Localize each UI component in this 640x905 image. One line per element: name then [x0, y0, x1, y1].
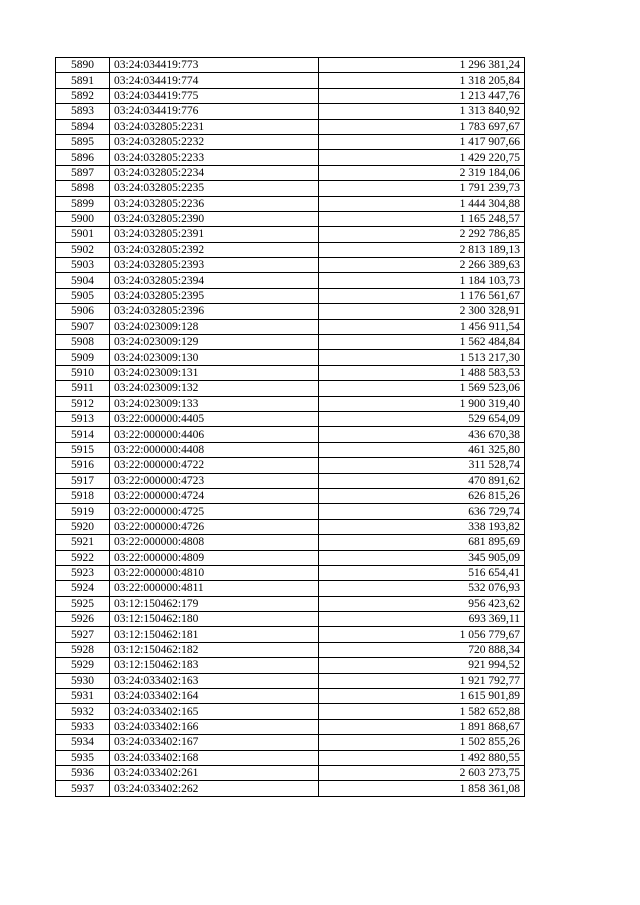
cadastral-number-cell: 03:24:032805:2395 — [110, 288, 319, 303]
row-number-cell: 5896 — [56, 150, 110, 165]
row-number-cell: 5911 — [56, 381, 110, 396]
cadastral-number-cell: 03:22:000000:4406 — [110, 427, 319, 442]
table-row — [56, 273, 525, 288]
table-row — [56, 504, 525, 519]
cadastral-number-cell: 03:22:000000:4808 — [110, 535, 319, 550]
row-number-cell: 5919 — [56, 504, 110, 519]
table-row — [56, 427, 525, 442]
table-row — [56, 304, 525, 319]
cadastral-value-cell: 1 569 523,06 — [319, 381, 525, 396]
cadastral-number-cell: 03:12:150462:182 — [110, 642, 319, 657]
cadastral-value-cell: 1 891 868,67 — [319, 719, 525, 734]
cadastral-number-cell: 03:24:033402:168 — [110, 750, 319, 765]
row-number-cell: 5908 — [56, 335, 110, 350]
table-row — [56, 488, 525, 503]
cadastral-number-cell: 03:22:000000:4811 — [110, 581, 319, 596]
table-row — [56, 658, 525, 673]
table-row — [56, 73, 525, 88]
table-row — [56, 735, 525, 750]
cadastral-value-cell: 1 456 911,54 — [319, 319, 525, 334]
cadastral-number-cell: 03:12:150462:183 — [110, 658, 319, 673]
cadastral-number-cell: 03:24:032805:2232 — [110, 134, 319, 149]
cadastral-number-cell: 03:24:032805:2236 — [110, 196, 319, 211]
table-row — [56, 396, 525, 411]
cadastral-number-cell: 03:22:000000:4725 — [110, 504, 319, 519]
table-row — [56, 227, 525, 242]
cadastral-value-cell: 1 783 697,67 — [319, 119, 525, 134]
row-number-cell: 5892 — [56, 88, 110, 103]
row-number-cell: 5914 — [56, 427, 110, 442]
row-number-cell: 5916 — [56, 458, 110, 473]
cadastral-value-cell: 1 176 561,67 — [319, 288, 525, 303]
cadastral-value-cell: 338 193,82 — [319, 519, 525, 534]
cadastral-number-cell: 03:22:000000:4724 — [110, 488, 319, 503]
cadastral-number-cell: 03:24:032805:2234 — [110, 165, 319, 180]
row-number-cell: 5928 — [56, 642, 110, 657]
table-row — [56, 473, 525, 488]
table-row — [56, 642, 525, 657]
cadastral-number-cell: 03:22:000000:4405 — [110, 411, 319, 426]
cadastral-number-cell: 03:24:033402:166 — [110, 719, 319, 734]
table-row — [56, 704, 525, 719]
cadastral-value-cell: 636 729,74 — [319, 504, 525, 519]
table-row — [56, 535, 525, 550]
row-number-cell: 5907 — [56, 319, 110, 334]
cadastral-number-cell: 03:24:032805:2233 — [110, 150, 319, 165]
table-row — [56, 581, 525, 596]
row-number-cell: 5929 — [56, 658, 110, 673]
cadastral-number-cell: 03:24:033402:165 — [110, 704, 319, 719]
table-row — [56, 596, 525, 611]
cadastral-number-cell: 03:24:032805:2393 — [110, 258, 319, 273]
cadastral-value-cell: 2 319 184,06 — [319, 165, 525, 180]
cadastral-value-cell: 2 603 273,75 — [319, 765, 525, 780]
table-row — [56, 242, 525, 257]
cadastral-number-cell: 03:12:150462:180 — [110, 612, 319, 627]
row-number-cell: 5923 — [56, 565, 110, 580]
cadastral-value-cell: 1 165 248,57 — [319, 211, 525, 226]
cadastral-value-cell: 516 654,41 — [319, 565, 525, 580]
row-number-cell: 5898 — [56, 181, 110, 196]
cadastral-value-cell: 2 292 786,85 — [319, 227, 525, 242]
cadastral-number-cell: 03:12:150462:179 — [110, 596, 319, 611]
table-row — [56, 550, 525, 565]
table-row — [56, 319, 525, 334]
row-number-cell: 5894 — [56, 119, 110, 134]
table-row — [56, 750, 525, 765]
row-number-cell: 5897 — [56, 165, 110, 180]
cadastral-number-cell: 03:22:000000:4810 — [110, 565, 319, 580]
table-row — [56, 381, 525, 396]
table-row — [56, 719, 525, 734]
row-number-cell: 5935 — [56, 750, 110, 765]
table-row — [56, 134, 525, 149]
row-number-cell: 5913 — [56, 411, 110, 426]
row-number-cell: 5937 — [56, 781, 110, 796]
cadastral-value-cell: 956 423,62 — [319, 596, 525, 611]
cadastral-value-cell: 1 513 217,30 — [319, 350, 525, 365]
cadastral-number-cell: 03:22:000000:4408 — [110, 442, 319, 457]
table-row — [56, 519, 525, 534]
table-row — [56, 196, 525, 211]
cadastral-value-cell: 1 056 779,67 — [319, 627, 525, 642]
cadastral-number-cell: 03:24:032805:2394 — [110, 273, 319, 288]
cadastral-number-cell: 03:24:023009:131 — [110, 365, 319, 380]
registry-table-body — [56, 58, 525, 797]
cadastral-number-cell: 03:22:000000:4809 — [110, 550, 319, 565]
table-row — [56, 88, 525, 103]
table-row — [56, 211, 525, 226]
registry-table — [55, 57, 525, 797]
row-number-cell: 5924 — [56, 581, 110, 596]
cadastral-value-cell: 1 296 381,24 — [319, 58, 525, 73]
row-number-cell: 5915 — [56, 442, 110, 457]
row-number-cell: 5890 — [56, 58, 110, 73]
row-number-cell: 5909 — [56, 350, 110, 365]
cadastral-number-cell: 03:22:000000:4726 — [110, 519, 319, 534]
table-row — [56, 365, 525, 380]
cadastral-number-cell: 03:24:034419:774 — [110, 73, 319, 88]
cadastral-value-cell: 2 266 389,63 — [319, 258, 525, 273]
table-row — [56, 627, 525, 642]
table-row — [56, 150, 525, 165]
cadastral-value-cell: 1 184 103,73 — [319, 273, 525, 288]
row-number-cell: 5912 — [56, 396, 110, 411]
row-number-cell: 5891 — [56, 73, 110, 88]
row-number-cell: 5936 — [56, 765, 110, 780]
table-row — [56, 165, 525, 180]
cadastral-value-cell: 1 900 319,40 — [319, 396, 525, 411]
cadastral-value-cell: 1 582 652,88 — [319, 704, 525, 719]
cadastral-number-cell: 03:24:032805:2231 — [110, 119, 319, 134]
row-number-cell: 5925 — [56, 596, 110, 611]
cadastral-value-cell: 626 815,26 — [319, 488, 525, 503]
table-row — [56, 181, 525, 196]
cadastral-number-cell: 03:24:023009:129 — [110, 335, 319, 350]
row-number-cell: 5931 — [56, 689, 110, 704]
cadastral-value-cell: 921 994,52 — [319, 658, 525, 673]
cadastral-value-cell: 1 318 205,84 — [319, 73, 525, 88]
table-row — [56, 104, 525, 119]
table-row — [56, 258, 525, 273]
cadastral-number-cell: 03:24:033402:262 — [110, 781, 319, 796]
cadastral-number-cell: 03:24:032805:2392 — [110, 242, 319, 257]
row-number-cell: 5927 — [56, 627, 110, 642]
row-number-cell: 5904 — [56, 273, 110, 288]
cadastral-number-cell: 03:24:023009:128 — [110, 319, 319, 334]
row-number-cell: 5895 — [56, 134, 110, 149]
table-row — [56, 612, 525, 627]
cadastral-number-cell: 03:24:023009:133 — [110, 396, 319, 411]
table-row — [56, 781, 525, 796]
cadastral-value-cell: 2 300 328,91 — [319, 304, 525, 319]
cadastral-number-cell: 03:22:000000:4723 — [110, 473, 319, 488]
table-row — [56, 565, 525, 580]
cadastral-number-cell: 03:24:023009:132 — [110, 381, 319, 396]
cadastral-number-cell: 03:24:032805:2396 — [110, 304, 319, 319]
cadastral-value-cell: 1 858 361,08 — [319, 781, 525, 796]
cadastral-value-cell: 532 076,93 — [319, 581, 525, 596]
table-row — [56, 442, 525, 457]
row-number-cell: 5902 — [56, 242, 110, 257]
row-number-cell: 5920 — [56, 519, 110, 534]
cadastral-value-cell: 1 444 304,88 — [319, 196, 525, 211]
table-row — [56, 335, 525, 350]
table-row — [56, 288, 525, 303]
cadastral-number-cell: 03:24:033402:261 — [110, 765, 319, 780]
cadastral-value-cell: 311 528,74 — [319, 458, 525, 473]
cadastral-value-cell: 461 325,80 — [319, 442, 525, 457]
cadastral-value-cell: 529 654,09 — [319, 411, 525, 426]
cadastral-value-cell: 1 921 792,77 — [319, 673, 525, 688]
cadastral-number-cell: 03:22:000000:4722 — [110, 458, 319, 473]
cadastral-value-cell: 2 813 189,13 — [319, 242, 525, 257]
cadastral-value-cell: 681 895,69 — [319, 535, 525, 550]
table-row — [56, 350, 525, 365]
row-number-cell: 5918 — [56, 488, 110, 503]
table-row — [56, 458, 525, 473]
cadastral-value-cell: 470 891,62 — [319, 473, 525, 488]
cadastral-value-cell: 345 905,09 — [319, 550, 525, 565]
cadastral-value-cell: 1 313 840,92 — [319, 104, 525, 119]
cadastral-number-cell: 03:24:032805:2390 — [110, 211, 319, 226]
row-number-cell: 5933 — [56, 719, 110, 734]
cadastral-number-cell: 03:24:032805:2391 — [110, 227, 319, 242]
row-number-cell: 5917 — [56, 473, 110, 488]
row-number-cell: 5921 — [56, 535, 110, 550]
cadastral-number-cell: 03:24:034419:775 — [110, 88, 319, 103]
cadastral-number-cell: 03:24:034419:773 — [110, 58, 319, 73]
cadastral-number-cell: 03:24:032805:2235 — [110, 181, 319, 196]
cadastral-value-cell: 720 888,34 — [319, 642, 525, 657]
cadastral-number-cell: 03:24:033402:164 — [110, 689, 319, 704]
row-number-cell: 5903 — [56, 258, 110, 273]
cadastral-value-cell: 436 670,38 — [319, 427, 525, 442]
row-number-cell: 5893 — [56, 104, 110, 119]
cadastral-value-cell: 693 369,11 — [319, 612, 525, 627]
cadastral-value-cell: 1 429 220,75 — [319, 150, 525, 165]
cadastral-value-cell: 1 213 447,76 — [319, 88, 525, 103]
cadastral-number-cell: 03:24:034419:776 — [110, 104, 319, 119]
table-row — [56, 119, 525, 134]
cadastral-value-cell: 1 488 583,53 — [319, 365, 525, 380]
row-number-cell: 5922 — [56, 550, 110, 565]
table-row — [56, 689, 525, 704]
row-number-cell: 5926 — [56, 612, 110, 627]
cadastral-number-cell: 03:24:023009:130 — [110, 350, 319, 365]
row-number-cell: 5932 — [56, 704, 110, 719]
cadastral-value-cell: 1 492 880,55 — [319, 750, 525, 765]
row-number-cell: 5934 — [56, 735, 110, 750]
row-number-cell: 5900 — [56, 211, 110, 226]
row-number-cell: 5899 — [56, 196, 110, 211]
cadastral-number-cell: 03:12:150462:181 — [110, 627, 319, 642]
row-number-cell: 5910 — [56, 365, 110, 380]
row-number-cell: 5930 — [56, 673, 110, 688]
table-row — [56, 58, 525, 73]
cadastral-value-cell: 1 791 239,73 — [319, 181, 525, 196]
cadastral-value-cell: 1 615 901,89 — [319, 689, 525, 704]
table-row — [56, 673, 525, 688]
table-row — [56, 411, 525, 426]
row-number-cell: 5901 — [56, 227, 110, 242]
cadastral-value-cell: 1 417 907,66 — [319, 134, 525, 149]
cadastral-value-cell: 1 502 855,26 — [319, 735, 525, 750]
table-row — [56, 765, 525, 780]
row-number-cell: 5905 — [56, 288, 110, 303]
cadastral-number-cell: 03:24:033402:163 — [110, 673, 319, 688]
row-number-cell: 5906 — [56, 304, 110, 319]
cadastral-number-cell: 03:24:033402:167 — [110, 735, 319, 750]
cadastral-value-cell: 1 562 484,84 — [319, 335, 525, 350]
